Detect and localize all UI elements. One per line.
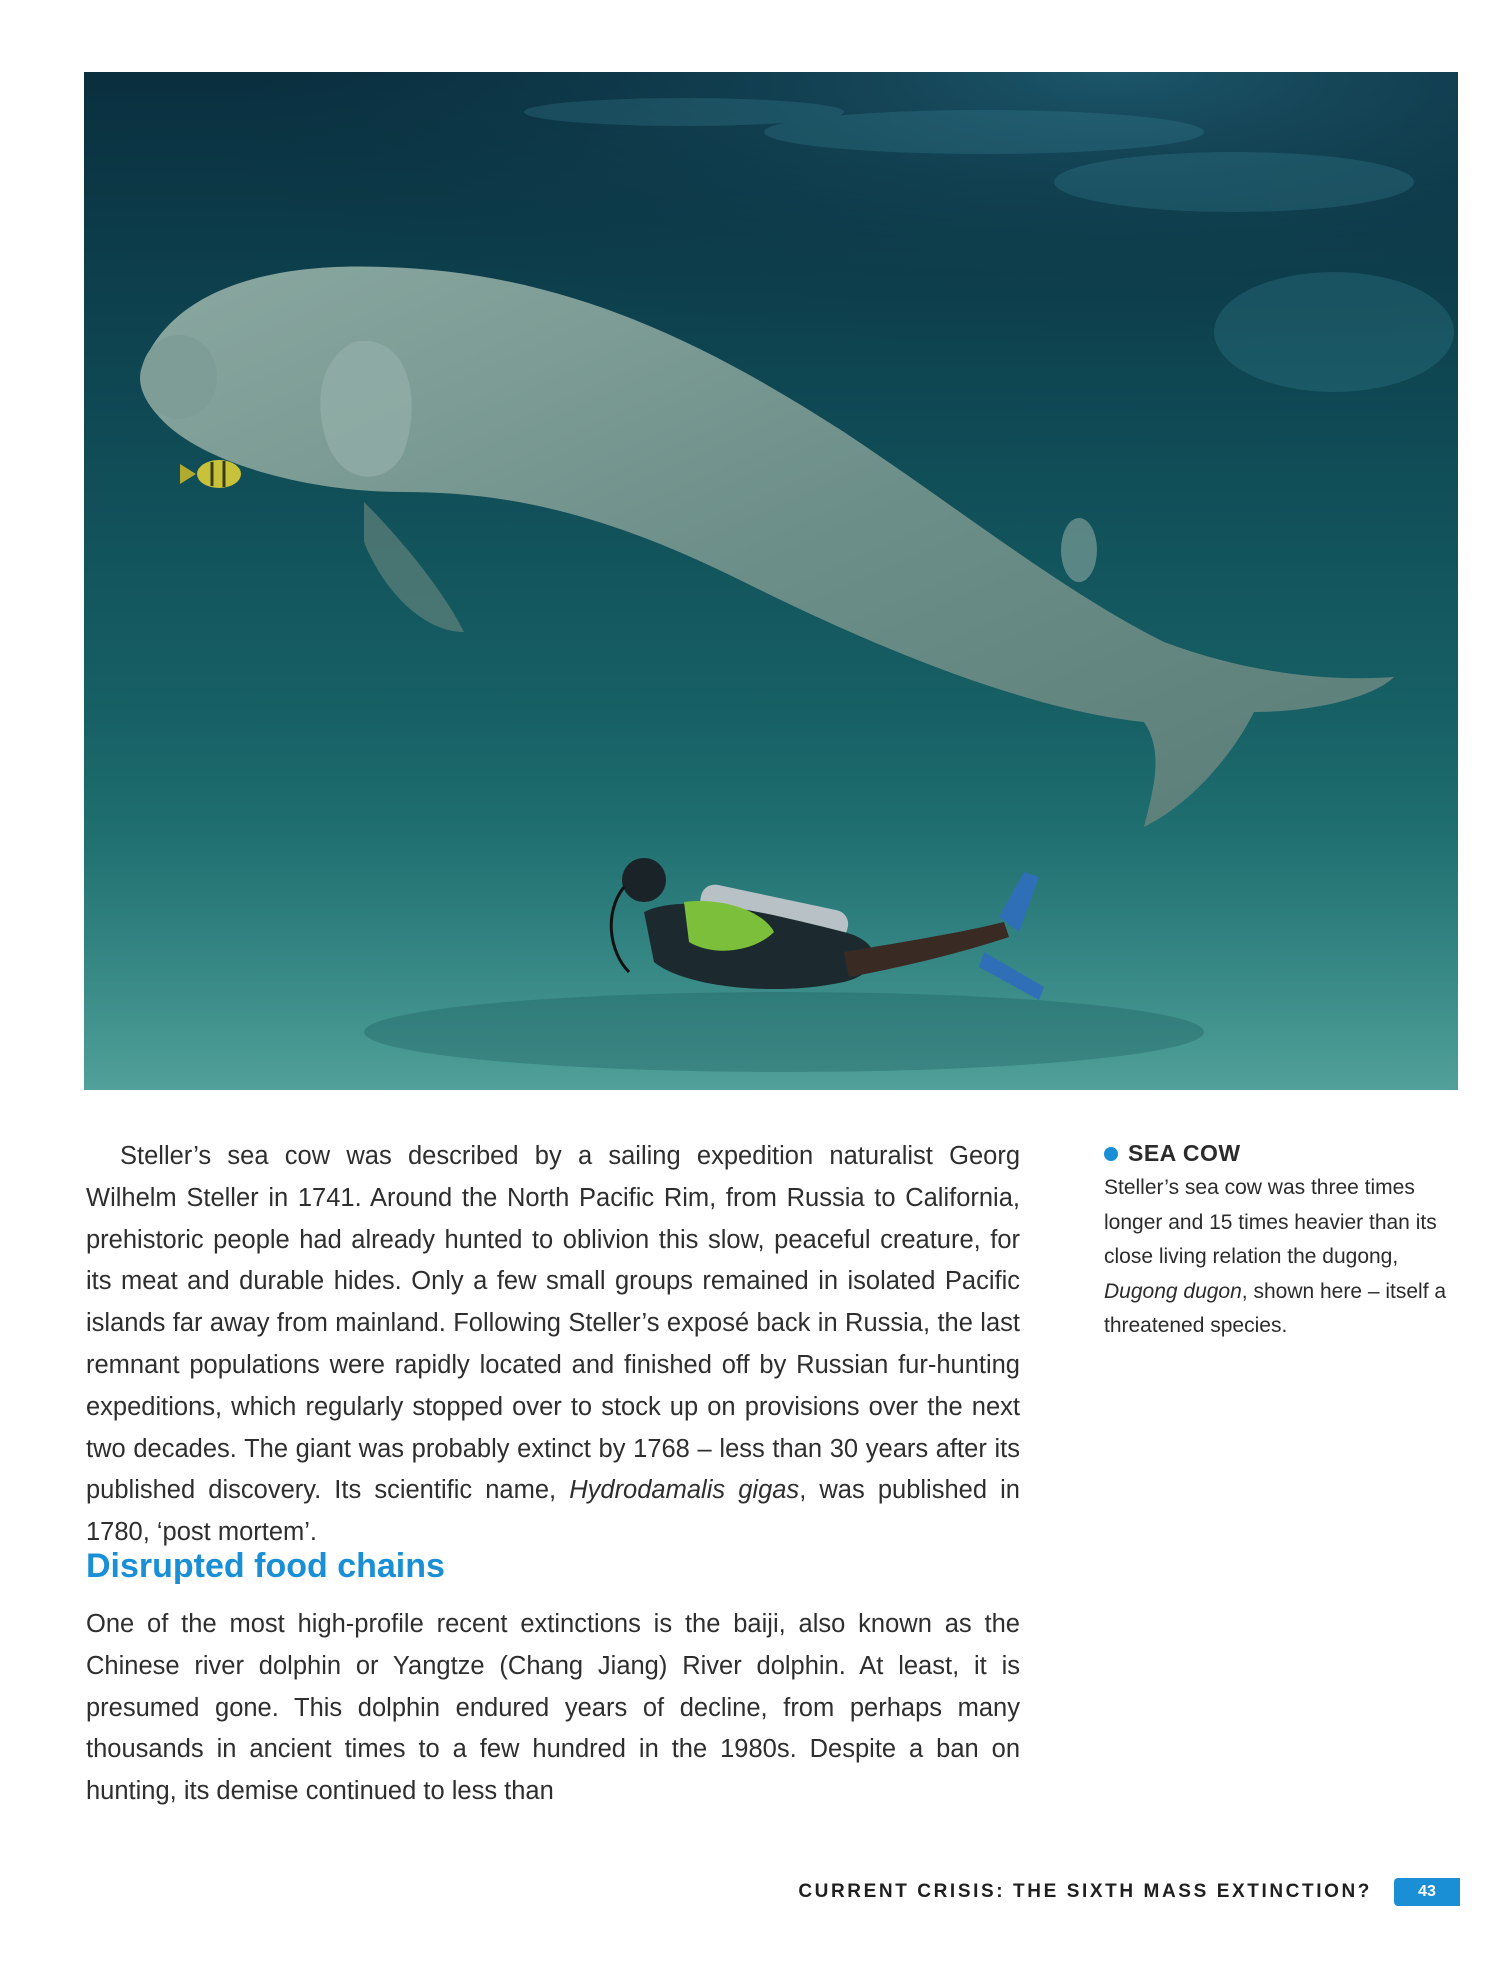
sand-shadow (364, 992, 1204, 1072)
article-paragraph-2: One of the most high-profile recent extinctions is the baiji, also known as the Chinese river dolphin or Yangtze (Chang Jiang) River dolphin. At least, it is presumed gone. This dolphin endured years of decline, from perhaps many thousands in ancient times to a few hundred in the 1980s. Despite a ban on hunting, its demise continued to less than (86, 1610, 1020, 1806)
caption-heading (1104, 1140, 1466, 1167)
dugong-photo (84, 72, 1458, 1090)
paragraph-1-text-a: Steller’s sea cow was described by a sailing expedition naturalist Georg Wilhelm Steller in 1741. Around the North Pacific Rim, from Russia to California, prehistoric people had already hunted to oblivion this slow, peaceful creature, for its meat and durable hides. Only a few small groups remained in isolated Pacific islands far away from mainland. Following Steller’s exposé back in Russia, the last remnant populations were rapidly located and finished off by Russian fur-hunting expeditions, which regularly stopped over to stock up on provisions over the next two decades. The giant was probably extinct by 1768 – less than 30 years after its published discovery. Its scientific name, (86, 1142, 1020, 1505)
species-name-hydrodamalis: Hydrodamalis gigas (569, 1476, 800, 1505)
paragraph-1-text-b: , was published in 1780, ‘post mortem’. (86, 1476, 1020, 1547)
caption-text-a: Steller’s sea cow was three times longer and 15 times heavier than its close living relation the dugong, (1104, 1176, 1437, 1268)
photo-caption (1104, 1140, 1466, 1344)
section-heading: Disrupted food chains (86, 1547, 445, 1585)
remora-fish (1061, 518, 1097, 582)
caption-text-b: , shown here – itself a threatened species. (1104, 1279, 1447, 1337)
page-footer (798, 1878, 1460, 1906)
page-number-badge: 43 (1394, 1878, 1460, 1906)
article-paragraph-1 (86, 1136, 1020, 1554)
running-title: CURRENT CRISIS: THE SIXTH MASS EXTINCTION? (798, 1881, 1372, 1902)
bullet-dot-icon (1104, 1147, 1118, 1161)
caption-title-text: SEA COW (1128, 1140, 1241, 1166)
species-name-dugong: Dugong dugon (1104, 1279, 1242, 1303)
dugong-photo-illustration (84, 72, 1458, 1090)
caption-body (1104, 1171, 1466, 1344)
